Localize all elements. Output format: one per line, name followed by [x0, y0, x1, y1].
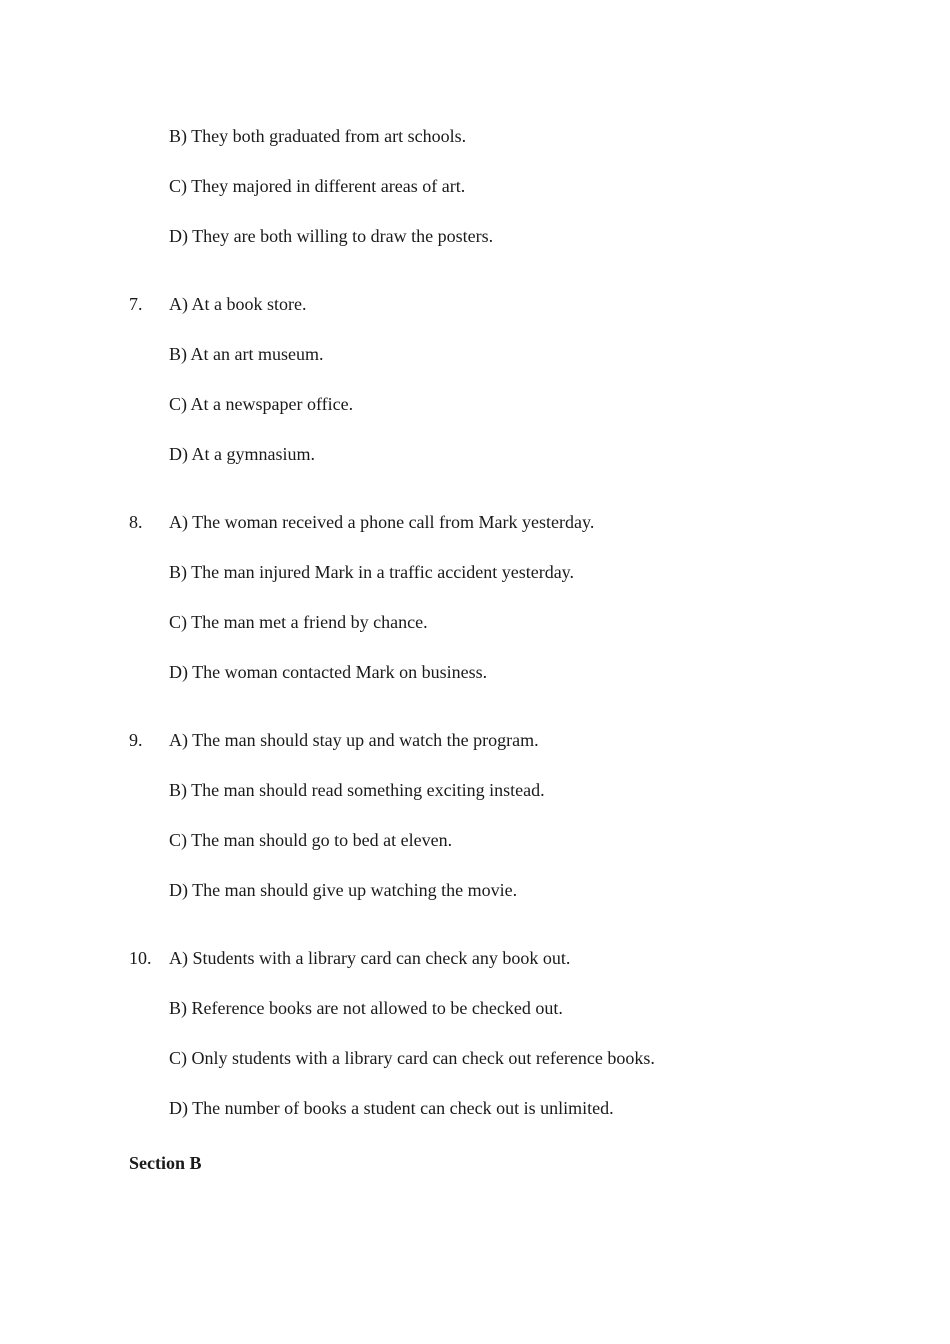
q9-option-d: D) The man should give up watching the movie.	[169, 880, 518, 900]
q8-option-c: C) The man met a friend by chance.	[169, 612, 428, 632]
q8-option-b: B) The man injured Mark in a traffic accident yesterday.	[169, 562, 575, 582]
q10-number: 10.	[129, 948, 152, 968]
q7-option-c: C) At a newspaper office.	[169, 394, 354, 414]
q6-option-b: B) They both graduated from art schools.	[169, 126, 467, 146]
q9-option-c: C) The man should go to bed at eleven.	[169, 830, 453, 850]
q9-option-a: A) The man should stay up and watch the program.	[169, 730, 539, 750]
q6-option-d: D) They are both willing to draw the posters.	[169, 226, 494, 246]
q10-option-d: D) The number of books a student can check out is unlimited.	[169, 1098, 614, 1118]
q10-option-c: C) Only students with a library card can check out reference books.	[169, 1048, 655, 1068]
q7-option-d: D) At a gymnasium.	[169, 444, 315, 464]
q10-option-b: B) Reference books are not allowed to be checked out.	[169, 998, 563, 1018]
q8-number: 8.	[129, 512, 143, 532]
q9-option-b: B) The man should read something exciting instead.	[169, 780, 545, 800]
q8-option-a: A) The woman received a phone call from Mark yesterday.	[169, 512, 595, 532]
q7-option-a: A) At a book store.	[169, 294, 307, 314]
q6-option-c: C) They majored in different areas of art.	[169, 176, 466, 196]
q10-option-a: A) Students with a library card can check any book out.	[169, 948, 571, 968]
q8-option-d: D) The woman contacted Mark on business.	[169, 662, 488, 682]
q9-number: 9.	[129, 730, 143, 750]
q7-option-b: B) At an art museum.	[169, 344, 324, 364]
section-heading: Section B	[129, 1153, 202, 1173]
q7-number: 7.	[129, 294, 143, 314]
